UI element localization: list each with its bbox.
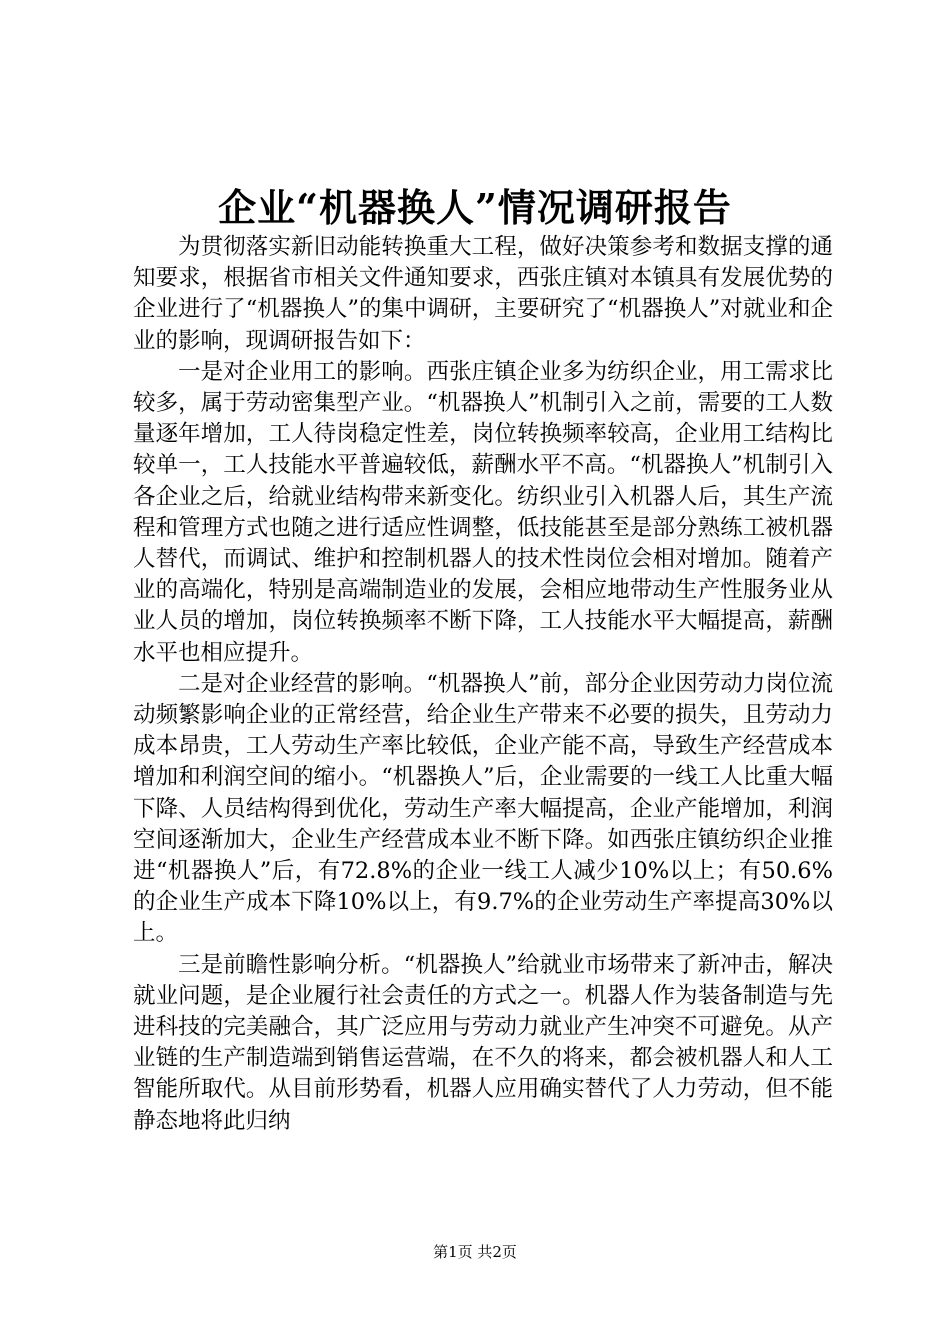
document-body — [133, 232, 833, 1137]
paragraph-intro: 为贯彻落实新旧动能转换重大工程，做好决策参考和数据支撑的通知要求，根据省市相关文件通知要求，西张庄镇对本镇具有发展优势的企业进行了“机器换人”的集中调研，主要研究了“机器换人”对就业和企业的影响，现调研报告如下： — [133, 234, 833, 354]
paragraph-employment-impact: 一是对企业用工的影响。西张庄镇企业多为纺织企业，用工需求比较多，属于劳动密集型产业。“机器换人”机制引入之前，需要的工人数量逐年增加，工人待岗稳定性差，岗位转换频率较高，企业用工结构比较单一，工人技能水平普遍较低，薪酬水平不高。“机器换人”机制引入各企业之后，给就业结构带来新变化。纺织业引入机器人后，其生产流程和管理方式也随之进行适应性调整，低技能甚至是部分熟练工被机器人替代，而调试、维护和控制机器人的技术性岗位会相对增加。随着产业的高端化，特别是高端制造业的发展，会相应地带动生产性服务业从业人员的增加，岗位转换频率不断下降，工人技能水平大幅提高，薪酬水平也相应提升。 — [133, 358, 833, 666]
document-title: 企业“机器换人”情况调研报告 — [218, 185, 732, 230]
page-number-footer: 第1页 共2页 — [433, 1243, 517, 1261]
paragraph-operations-impact: 二是对企业经营的影响。“机器换人”前，部分企业因劳动力岗位流动频繁影响企业的正常经营，给企业生产带来不必要的损失，且劳动力成本昂贵，工人劳动生产率比较低，企业产能不高，导致生产经营成本增加和利润空间的缩小。“机器换人”后，企业需要的一线工人比重大幅下降、人员结构得到优化，劳动生产率大幅提高，企业产能增加，利润空间逐渐加大，企业生产经营成本业不断下降。如西张庄镇纺织企业推进“机器换人”后，有72.8%的企业一线工人减少10%以上；有50.6%的企业生产成本下降10%以上，有9.7%的企业劳动生产率提高30%以上。 — [133, 670, 833, 947]
paragraph-forward-analysis: 三是前瞻性影响分析。“机器换人”给就业市场带来了新冲击，解决就业问题，是企业履行社会责任的方式之一。机器人作为装备制造与先进科技的完美融合，其广泛应用与劳动力就业产生冲突不可避免。从产业链的生产制造端到销售运营端，在不久的将来，都会被机器人和人工智能所取代。从目前形势看，机器人应用确实替代了人力劳动，但不能静态地将此归纳 — [133, 951, 833, 1134]
